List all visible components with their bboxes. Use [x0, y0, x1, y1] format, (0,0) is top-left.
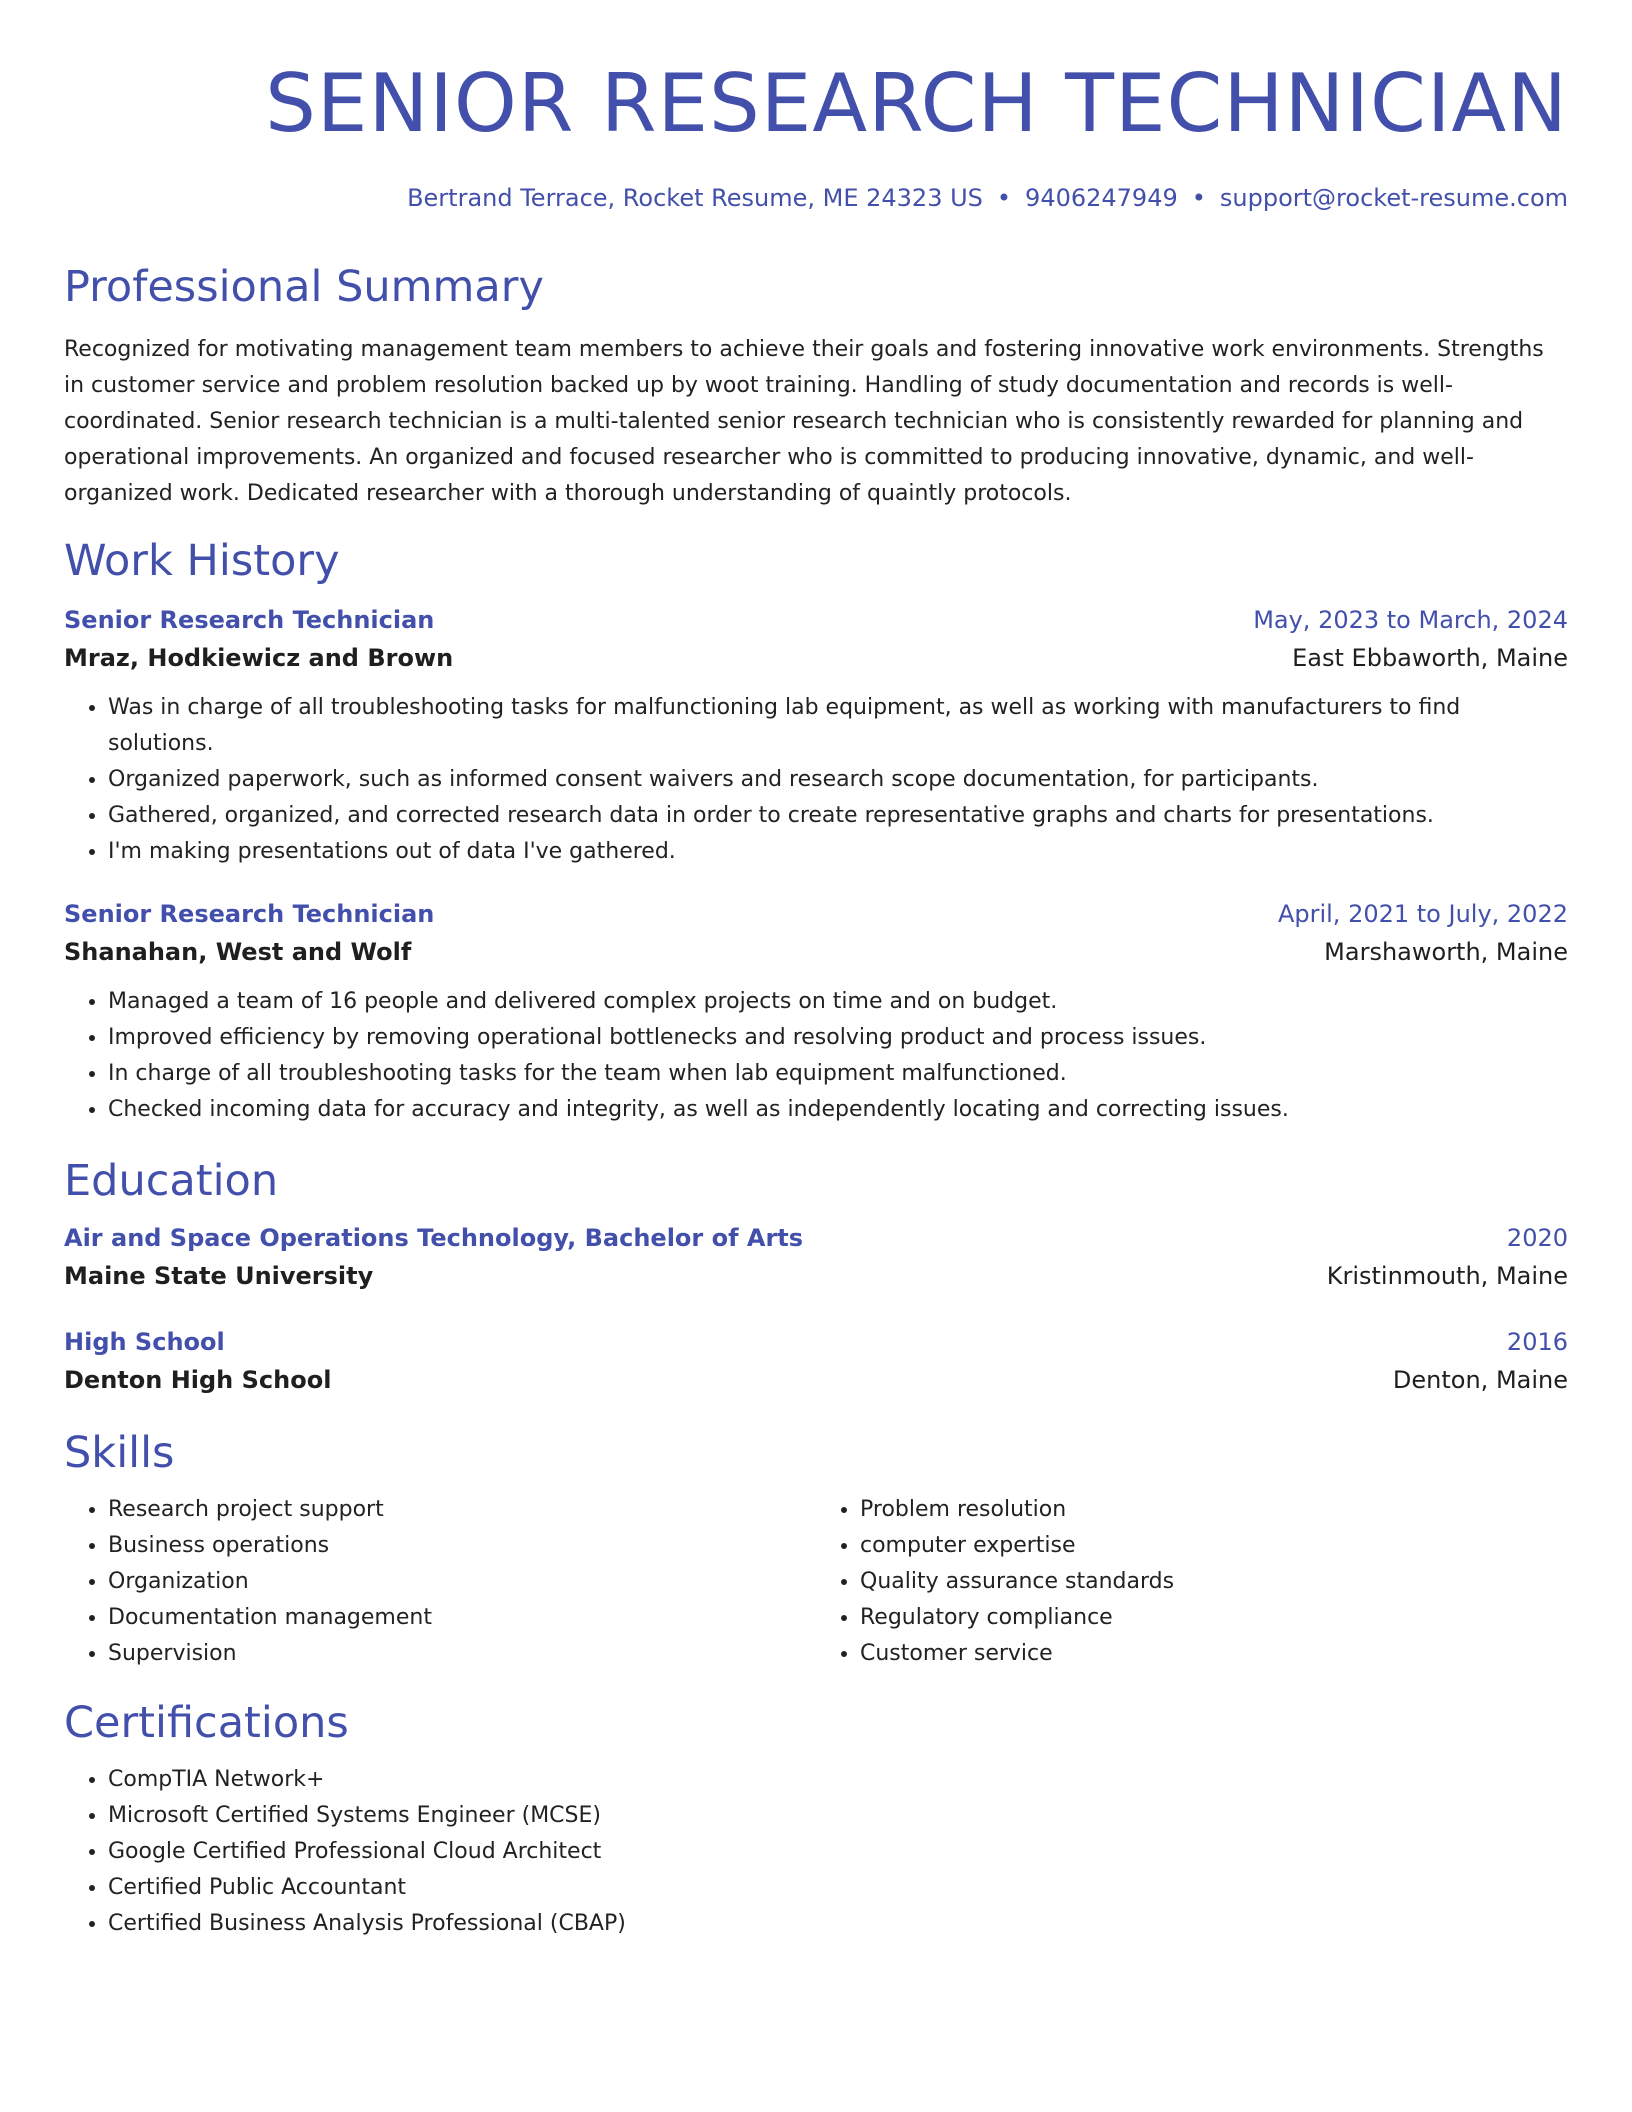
contact-address: Bertrand Terrace, Rocket Resume, ME 24323 US [407, 184, 983, 212]
skills-section [64, 1426, 1568, 1672]
job-bullets [64, 984, 1568, 1128]
resume-title: SENIOR RESEARCH TECHNICIAN [265, 57, 1568, 150]
certification-item: • Certified Business Analysis Professional (CBAP) [108, 1906, 1568, 1942]
skills-heading: Skills [64, 1428, 175, 1478]
education-section [64, 1154, 1568, 1400]
certification-item: • CompTIA Network+ [108, 1762, 1568, 1798]
job-role: Senior Research Technician [64, 606, 435, 634]
job-bullet: • Checked incoming data for accuracy and integrity, as well as independently locating and correcting issues. [108, 1092, 1568, 1128]
certification-item: • Google Certified Professional Cloud Architect [108, 1834, 1568, 1870]
job-company: Shanahan, West and Wolf [64, 938, 412, 966]
job-dates: May, 2023 to March, 2024 [1253, 606, 1568, 634]
contact-separator: • [996, 184, 1012, 212]
job-bullet: • Managed a team of 16 people and delivered complex projects on time and on budget. [108, 984, 1568, 1020]
certifications-heading: Certifications [64, 1698, 349, 1748]
job-company-row [64, 932, 1568, 972]
job-title-row [64, 602, 1568, 638]
education-entry [64, 1220, 1568, 1296]
education-school-row [64, 1360, 1568, 1400]
skill-item: • Research project support [108, 1492, 816, 1528]
summary-heading: Professional Summary [64, 262, 544, 312]
skill-item: • Organization [108, 1564, 816, 1600]
skill-item: • Supervision [108, 1636, 816, 1672]
job-entry [64, 602, 1568, 870]
skills-list-right [816, 1492, 1568, 1672]
contact-email[interactable]: support@rocket-resume.com [1219, 184, 1568, 212]
contact-line [64, 182, 1568, 214]
education-degree: Air and Space Operations Technology, Bachelor of Arts [64, 1224, 804, 1252]
job-entry [64, 896, 1568, 1128]
contact-separator: • [1191, 184, 1206, 212]
skill-item: • Business operations [108, 1528, 816, 1564]
job-bullet: • In charge of all troubleshooting tasks for the team when lab equipment malfunctioned. [108, 1056, 1568, 1092]
contact-phone: 9406247949 [1025, 184, 1178, 212]
certification-item: • Microsoft Certified Systems Engineer (MCSE) [108, 1798, 1568, 1834]
education-degree-row [64, 1324, 1568, 1360]
resume-header [64, 56, 1568, 214]
job-title-row [64, 896, 1568, 932]
skills-list-left [64, 1492, 816, 1672]
certifications-list [64, 1762, 1568, 1942]
summary-text: Recognized for motivating management team members to achieve their goals and fostering innovative work environments. Strengths in customer service and problem resolution backed up by woot training. Handling of study documentation and records is well-coordinated. Senior research technician is a multi-talented senior research technician who is consistently rewarded for planning and operational improvements. An organized and focused researcher who is committed to producing innovative, dynamic, and well-organized work. Dedicated researcher with a thorough understanding of quaintly protocols. [64, 337, 1544, 506]
education-year: 2016 [1506, 1328, 1568, 1356]
job-role: Senior Research Technician [64, 900, 435, 928]
summary-section [64, 260, 1568, 512]
job-bullet: • Improved efficiency by removing operational bottlenecks and resolving product and process issues. [108, 1020, 1568, 1056]
job-bullet: • Was in charge of all troubleshooting tasks for malfunctioning lab equipment, as well as working with manufacturers to find solutions. [108, 690, 1568, 762]
education-location: Kristinmouth, Maine [1326, 1262, 1568, 1290]
education-degree-row [64, 1220, 1568, 1256]
skills-grid [64, 1492, 1568, 1672]
education-year: 2020 [1506, 1224, 1568, 1252]
job-location: East Ebbaworth, Maine [1292, 644, 1568, 672]
education-entry [64, 1324, 1568, 1400]
skill-item: • Documentation management [108, 1600, 816, 1636]
job-bullet: • Organized paperwork, such as informed consent waivers and research scope documentation, for participants. [108, 762, 1568, 798]
skill-item: • Customer service [860, 1636, 1568, 1672]
certification-item: • Certified Public Accountant [108, 1870, 1568, 1906]
job-bullet: • Gathered, organized, and corrected research data in order to create representative graphs and charts for presentations. [108, 798, 1568, 834]
skill-item: • computer expertise [860, 1528, 1568, 1564]
job-dates: April, 2021 to July, 2022 [1277, 900, 1568, 928]
education-heading: Education [64, 1156, 279, 1206]
skill-item: • Quality assurance standards [860, 1564, 1568, 1600]
work-history-heading: Work History [64, 536, 340, 586]
certifications-section [64, 1696, 1568, 1942]
education-school: Maine State University [64, 1262, 374, 1290]
job-location: Marshaworth, Maine [1324, 938, 1568, 966]
job-bullet: • I'm making presentations out of data I've gathered. [108, 834, 1568, 870]
education-school-row [64, 1256, 1568, 1296]
job-bullets [64, 690, 1568, 870]
skill-item: • Problem resolution [860, 1492, 1568, 1528]
skill-item: • Regulatory compliance [860, 1600, 1568, 1636]
education-degree: High School [64, 1328, 225, 1356]
education-location: Denton, Maine [1392, 1366, 1568, 1394]
work-history-section [64, 534, 1568, 1128]
job-company: Mraz, Hodkiewicz and Brown [64, 644, 454, 672]
education-school: Denton High School [64, 1366, 332, 1394]
job-company-row [64, 638, 1568, 678]
